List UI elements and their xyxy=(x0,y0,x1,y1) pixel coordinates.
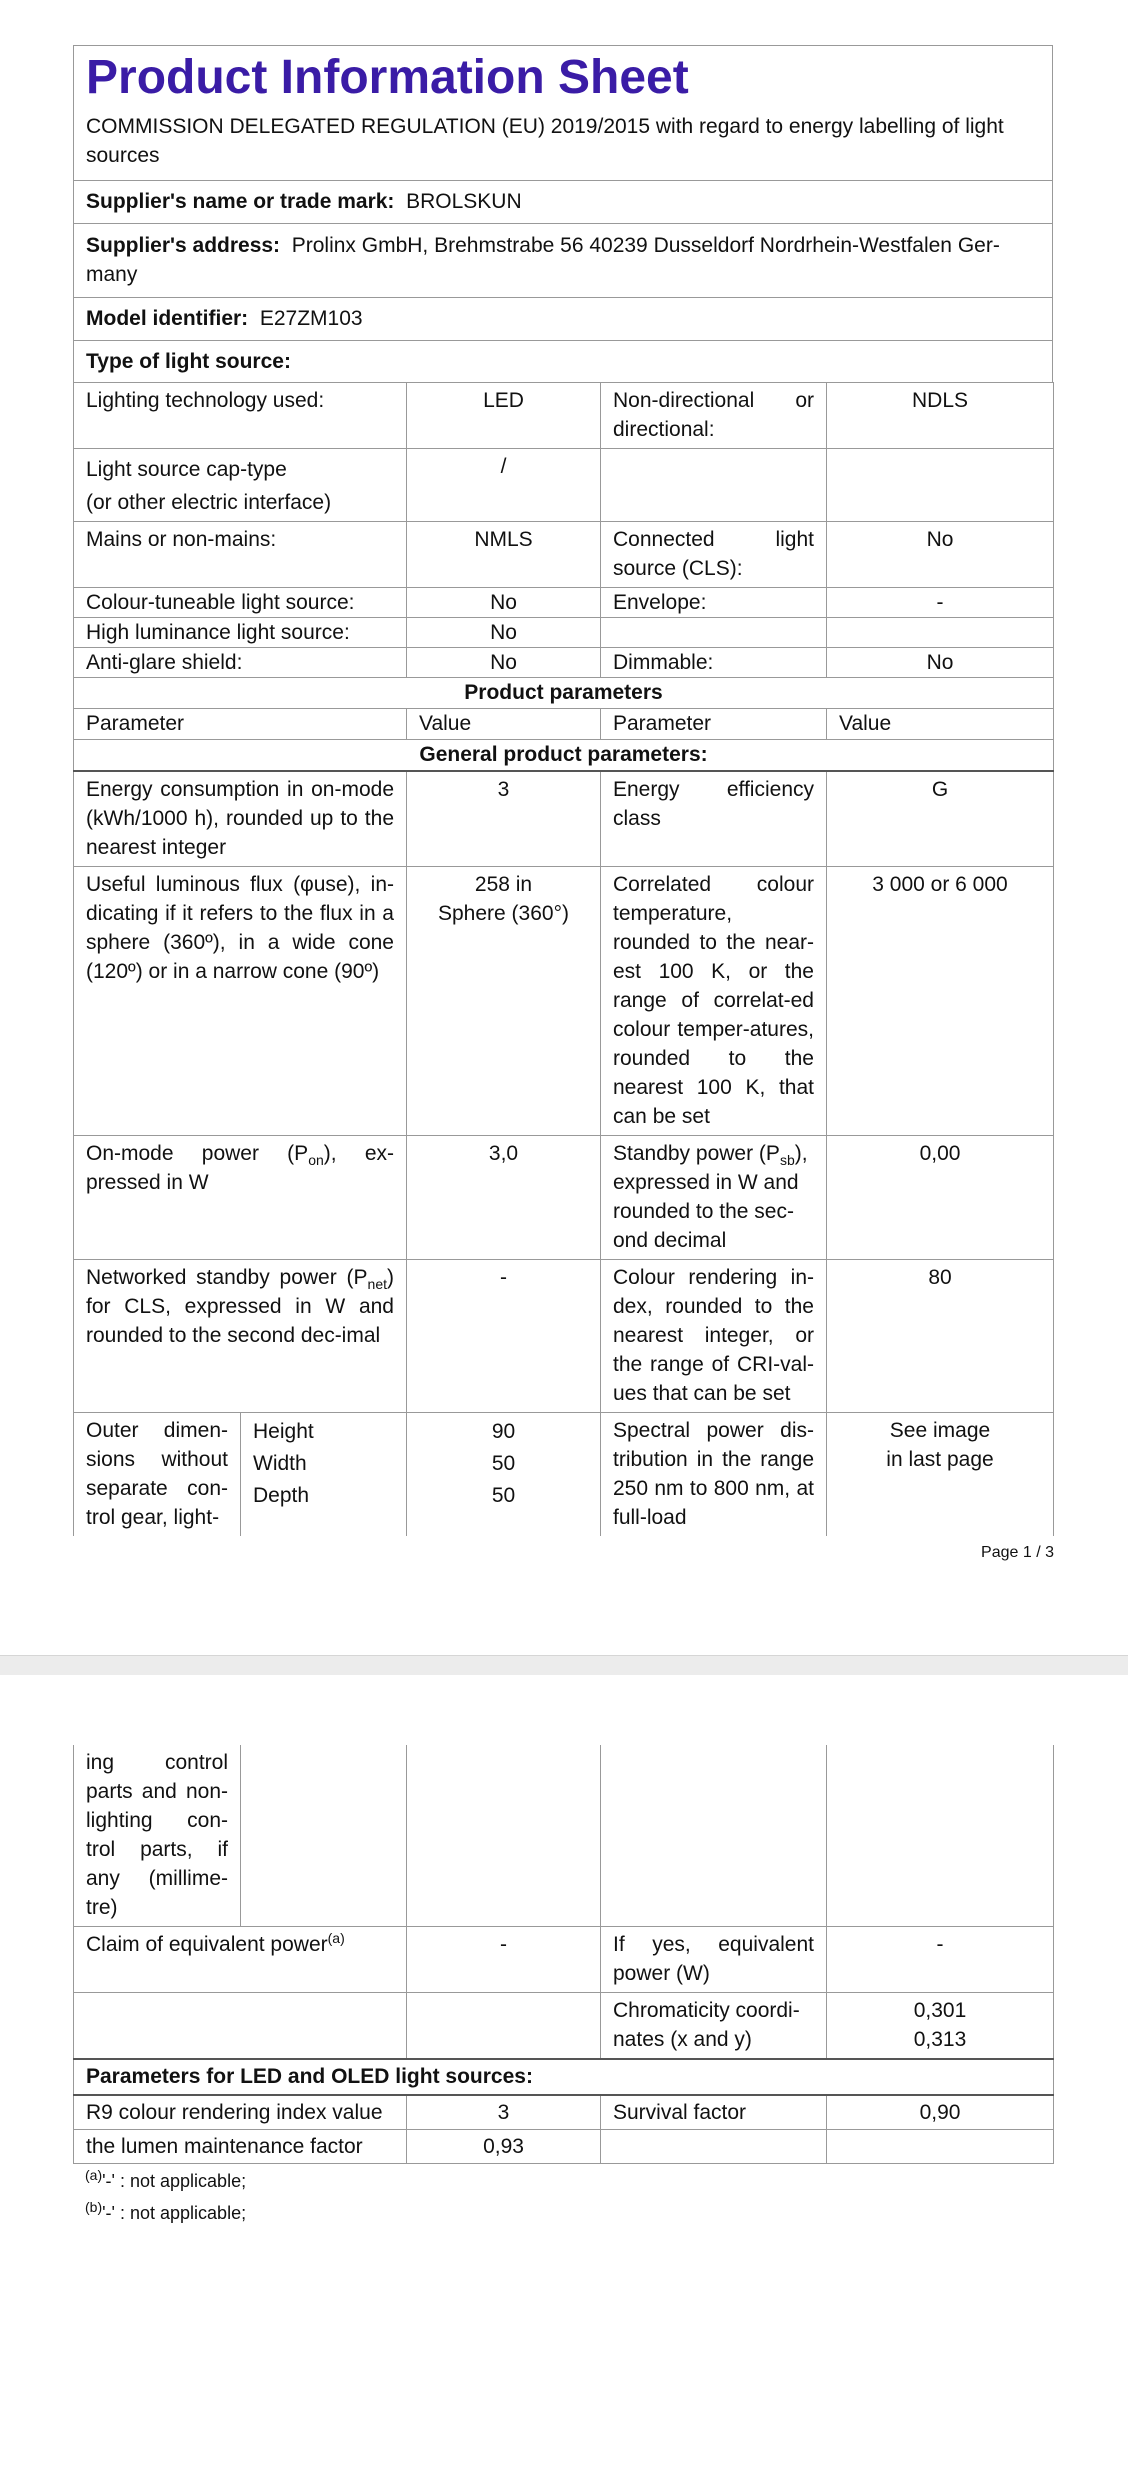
psb-label xyxy=(601,1136,827,1260)
supplier-address: Prolinx GmbH, Brehmstrabe 56 40239 Dusseldorf Nordrhein-Westfalen Ger-many xyxy=(86,234,1000,286)
ifyes-value: - xyxy=(827,1927,1054,1993)
glare-value: No xyxy=(407,648,601,678)
flux-value-2: Sphere (360°) xyxy=(438,902,569,925)
psb-label-a: Standby power (P xyxy=(613,1142,780,1165)
width-value: 50 xyxy=(491,1452,516,1475)
chrom-empty-2 xyxy=(407,1993,601,2060)
flux-value-1: 258 in xyxy=(474,873,533,896)
spd-value-1: See image xyxy=(889,1419,991,1442)
col-header-value-2: Value xyxy=(827,709,1054,740)
equiv-label xyxy=(74,1927,407,1993)
model-label: Model identifier: xyxy=(86,307,249,330)
cct-label: Correlated colour temperature, rounded to the near-est 100 K, or the range of correlat-ed colour temper-atures, rounded to the nearest 100 K, that can be set xyxy=(601,867,827,1136)
pon-value: 3,0 xyxy=(407,1136,601,1260)
spd-label-p1: Spectral power dis-tribution in the range 250 nm to 800 nm, at full-load xyxy=(601,1413,827,1537)
equiv-value: - xyxy=(407,1927,601,1993)
type-table xyxy=(73,382,1054,1413)
model-row xyxy=(74,298,1053,341)
chrom-y: 0,313 xyxy=(913,2028,967,2051)
lumen-maint-label: the lumen maintenance factor xyxy=(74,2130,407,2164)
flux-label: Useful luminous flux (φuse), in-dicating if it refers to the flux in a sphere (360º), in a wide cone (120º) or in a narrow cone (90º) xyxy=(74,867,407,1136)
pnet-label xyxy=(74,1260,407,1413)
supplier-name-label: Supplier's name or trade mark: xyxy=(86,190,395,213)
outer-label-p1: Outer dimen-sions without separate con-trol gear, light- xyxy=(74,1413,241,1537)
footnote-b-text: '-' : not applicable; xyxy=(102,2203,247,2223)
r9-value: 3 xyxy=(407,2095,601,2130)
eclass-value: G xyxy=(827,771,1054,867)
cap-label-1: Light source cap-type xyxy=(86,458,287,481)
dim-value: No xyxy=(827,648,1054,678)
page-title: Product Information Sheet xyxy=(86,51,689,104)
hlum-empty-2 xyxy=(827,618,1054,648)
pon-label-b: ), ex-pressed in W xyxy=(86,1142,394,1194)
eclass-label: Energy efficiency class xyxy=(601,771,827,867)
footnote-b-mark: (b) xyxy=(85,2199,103,2215)
cri-value: 80 xyxy=(827,1260,1054,1413)
dim-labels-p2-empty xyxy=(241,1745,407,1927)
energy-label: Energy consumption in on-mode (kWh/1000 h), rounded up to the nearest integer xyxy=(74,771,407,867)
survival-label: Survival factor xyxy=(601,2095,827,2130)
tune-value: No xyxy=(407,588,601,618)
mains-value: NMLS xyxy=(407,522,601,588)
type-heading: Type of light source: xyxy=(74,341,1053,383)
hlum-empty-1 xyxy=(601,618,827,648)
cls-label: Connected light source (CLS): xyxy=(601,522,827,588)
pnet-label-b: ) for CLS, expressed in W and rounded to the second dec-imal xyxy=(86,1266,394,1347)
info-sheet-page1 xyxy=(73,45,1053,1536)
pon-label xyxy=(74,1136,407,1260)
footnote-a xyxy=(73,2168,1053,2194)
model-identifier: E27ZM103 xyxy=(259,307,363,330)
pnet-sub: net xyxy=(367,1276,387,1293)
header-table xyxy=(73,45,1053,383)
col-header-parameter-2: Parameter xyxy=(601,709,827,740)
supplier-address-row xyxy=(74,224,1053,298)
env-label: Envelope: xyxy=(601,588,827,618)
supplier-address-label: Supplier's address: xyxy=(86,234,281,257)
cap-label xyxy=(74,449,407,522)
general-params-heading: General product parameters: xyxy=(74,740,1054,772)
dimensions-table-p2 xyxy=(73,1745,1054,1927)
flux-value xyxy=(407,867,601,1136)
psb-sub: sb xyxy=(779,1152,795,1169)
footnotes xyxy=(73,2168,1053,2226)
dir-label: Non-directional or directional: xyxy=(601,383,827,449)
chrom-x: 0,301 xyxy=(913,1999,967,2022)
spd-value-2: in last page xyxy=(886,1448,994,1471)
pnet-value: - xyxy=(407,1260,601,1413)
cap-value: / xyxy=(407,449,601,522)
cap-empty-1 xyxy=(601,449,827,522)
cap-label-2: (or other electric interface) xyxy=(86,491,332,514)
outer-label-p2: ing control parts and non-lighting con-trol parts, if any (millime-tre) xyxy=(74,1745,241,1927)
chrom-label: Chromaticity coordi-nates (x and y) xyxy=(601,1993,827,2060)
psb-value: 0,00 xyxy=(827,1136,1054,1260)
pnet-label-a: Networked standby power (P xyxy=(86,1266,368,1289)
spd-value xyxy=(827,1413,1054,1537)
mains-label: Mains or non-mains: xyxy=(74,522,407,588)
cls-value: No xyxy=(827,522,1054,588)
hlum-label: High luminance light source: xyxy=(74,618,407,648)
cap-empty-2 xyxy=(827,449,1054,522)
dim-labels-p1 xyxy=(241,1413,407,1537)
hlum-value: No xyxy=(407,618,601,648)
psb-label-b: ), expressed in W and rounded to the sec-ond decimal xyxy=(613,1142,808,1252)
regulation-subtitle: COMMISSION DELEGATED REGULATION (EU) 2019/2015 with regard to energy labelling of light sources xyxy=(86,115,1004,167)
height-label: Height xyxy=(253,1420,314,1443)
supplier-name-row xyxy=(74,181,1053,224)
dim-label: Dimmable: xyxy=(601,648,827,678)
dimensions-table-p1 xyxy=(73,1412,1054,1536)
tune-label: Colour-tuneable light source: xyxy=(74,588,407,618)
dim-values-p1 xyxy=(407,1413,601,1537)
pon-label-a: On-mode power (P xyxy=(86,1142,309,1165)
depth-label: Depth xyxy=(253,1484,310,1507)
page-number: Page 1 / 3 xyxy=(981,1544,1054,1561)
cri-label: Colour rendering in-dex, rounded to the nearest integer, or the range of CRI-val-ues that can be set xyxy=(601,1260,827,1413)
col-header-parameter-1: Parameter xyxy=(74,709,407,740)
spd-value-p2-empty xyxy=(827,1745,1054,1927)
width-label: Width xyxy=(253,1452,307,1475)
tech-label: Lighting technology used: xyxy=(74,383,407,449)
footnote-a-text: '-' : not applicable; xyxy=(102,2171,247,2191)
led-params-heading: Parameters for LED and OLED light sources: xyxy=(74,2059,1054,2095)
depth-value: 50 xyxy=(491,1484,516,1507)
height-value: 90 xyxy=(491,1420,516,1443)
pon-sub: on xyxy=(308,1152,324,1169)
page-separator xyxy=(0,1655,1128,1676)
r9-label: R9 colour rendering index value xyxy=(74,2095,407,2130)
lm-empty-1 xyxy=(601,2130,827,2164)
cct-value: 3 000 or 6 000 xyxy=(827,867,1054,1136)
info-sheet-page2 xyxy=(73,1745,1053,2226)
chrom-empty-1 xyxy=(74,1993,407,2060)
spd-label-p2-empty xyxy=(601,1745,827,1927)
dim-values-p2-empty xyxy=(407,1745,601,1927)
footnote-a-mark: (a) xyxy=(85,2167,103,2183)
lumen-maint-value: 0,93 xyxy=(407,2130,601,2164)
energy-value: 3 xyxy=(407,771,601,867)
supplier-name: BROLSKUN xyxy=(406,190,522,213)
equiv-label-text: Claim of equivalent power xyxy=(86,1933,328,1956)
ifyes-label: If yes, equivalent power (W) xyxy=(601,1927,827,1993)
tech-value: LED xyxy=(407,383,601,449)
product-params-heading: Product parameters xyxy=(74,678,1054,709)
col-header-value-1: Value xyxy=(407,709,601,740)
equiv-sup: (a) xyxy=(327,1930,345,1946)
page-2 xyxy=(0,1675,1128,2477)
glare-label: Anti-glare shield: xyxy=(74,648,407,678)
equiv-table xyxy=(73,1926,1054,2164)
footnote-b xyxy=(73,2200,1053,2226)
lm-empty-2 xyxy=(827,2130,1054,2164)
chrom-value xyxy=(827,1993,1054,2060)
env-value: - xyxy=(827,588,1054,618)
survival-value: 0,90 xyxy=(827,2095,1054,2130)
dir-value: NDLS xyxy=(827,383,1054,449)
